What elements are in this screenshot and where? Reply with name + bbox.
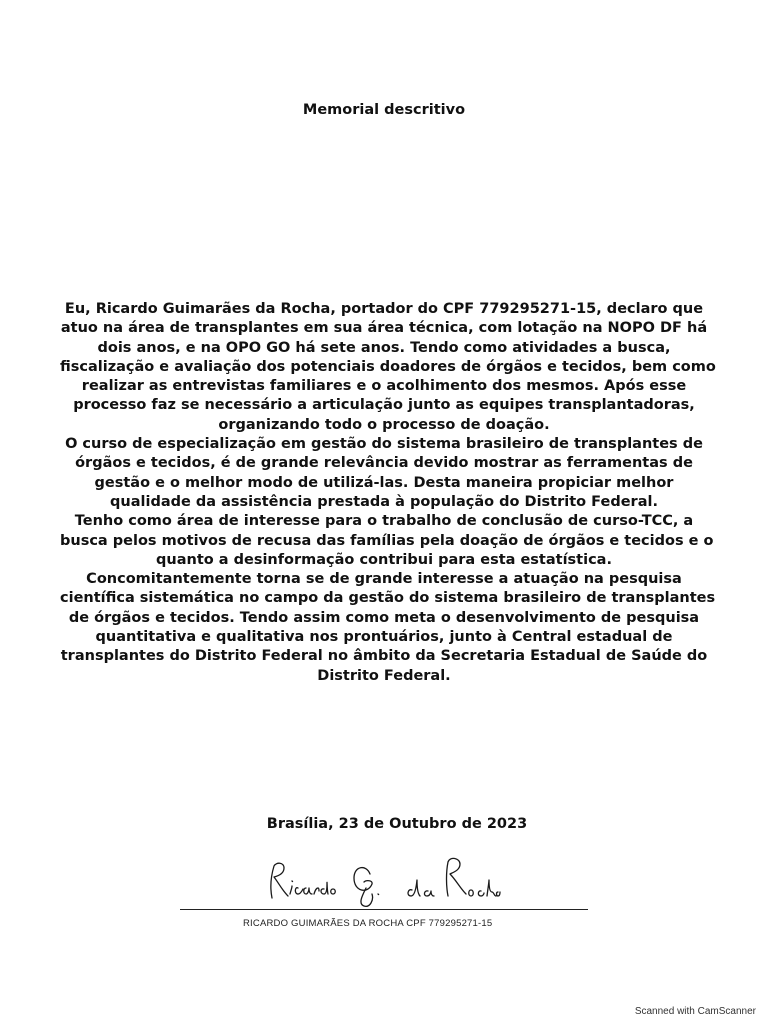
signer-name: RICARDO GUIMARÃES DA ROCHA CPF 779295271-15 bbox=[243, 918, 493, 929]
body-line: qualidade da assistência prestada à população do Distrito Federal. bbox=[110, 493, 658, 510]
body-line: científica sistemática no campo da gestão do sistema brasileiro de transplantes bbox=[60, 590, 716, 607]
signature-line bbox=[180, 909, 588, 910]
body-line: Tenho como área de interesse para o trabalho de conclusão de curso-TCC, a bbox=[74, 513, 694, 530]
document-body bbox=[60, 300, 716, 686]
body-line: O curso de especialização em gestão do sistema brasileiro de transplantes de bbox=[65, 436, 703, 453]
scanner-watermark: Scanned with CamScanner bbox=[634, 1006, 756, 1017]
body-line: processo faz se necessário a articulação junto as equipes transplantadoras, bbox=[73, 397, 695, 414]
body-line: dois anos, e na OPO GO há sete anos. Tendo como atividades a busca, bbox=[97, 339, 671, 356]
body-line: atuo na área de transplantes em sua área técnica, com lotação na NOPO DF há bbox=[60, 320, 708, 337]
body-line: quantitativa e qualitativa nos prontuários, junto à Central estadual de bbox=[95, 629, 673, 646]
body-line: Distrito Federal. bbox=[317, 667, 451, 684]
body-line: quanto a desinformação contribui para esta estatística. bbox=[156, 551, 612, 568]
body-line: realizar as entrevistas familiares e o acolhimento dos mesmos. Após esse bbox=[81, 378, 687, 395]
handwritten-signature bbox=[262, 850, 502, 910]
body-line: Eu, Ricardo Guimarães da Rocha, portador do CPF 779295271-15, declaro que bbox=[64, 301, 704, 317]
body-line: organizando todo o processo de doação. bbox=[218, 416, 550, 433]
body-line: gestão e o melhor modo de utilizá-las. Desta maneira propiciar melhor bbox=[94, 474, 674, 491]
document-title: Memorial descritivo bbox=[302, 102, 466, 118]
body-line: de órgãos e tecidos. Tendo assim como meta o desenvolvimento de pesquisa bbox=[68, 609, 700, 626]
body-line: Concomitantemente torna se de grande interesse a atuação na pesquisa bbox=[86, 571, 682, 588]
body-line: transplantes do Distrito Federal no âmbito da Secretaria Estadual de Saúde do bbox=[60, 648, 708, 665]
body-line: fiscalização e avaliação dos potenciais doadores de órgãos e tecidos, bem como bbox=[60, 358, 716, 375]
body-line: busca pelos motivos de recusa das famílias pela doação de órgãos e tecidos e o bbox=[60, 532, 714, 549]
place-date: Brasília, 23 de Outubro de 2023 bbox=[266, 816, 528, 832]
body-line: órgãos e tecidos, é de grande relevância devido mostrar as ferramentas de bbox=[75, 455, 693, 472]
